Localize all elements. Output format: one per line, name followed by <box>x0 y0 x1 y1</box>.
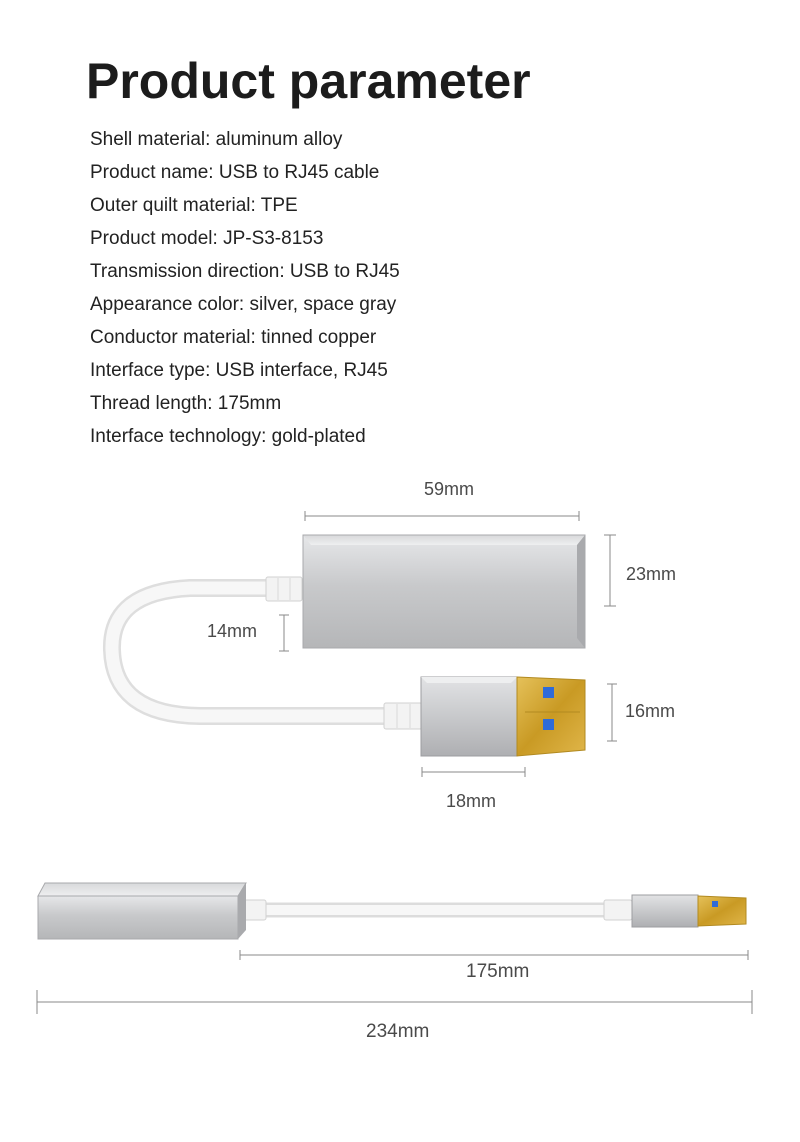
strain-relief-usb <box>384 703 422 729</box>
dimension-label-total-length: 234mm <box>366 1021 430 1042</box>
spec-item-product-model: Product model: JP-S3-8153 <box>90 228 324 249</box>
spec-item-shell-material: Shell material: aluminum alloy <box>90 129 343 150</box>
dimension-label-usb-length: 18mm <box>446 791 497 811</box>
side-view-product <box>38 883 746 939</box>
spec-item-outer-material: Outer quilt material: TPE <box>90 195 298 216</box>
spec-item-appearance-color: Appearance color: silver, space gray <box>90 294 397 315</box>
spec-item-product-name: Product name: USB to RJ45 cable <box>90 162 380 183</box>
usb-connector <box>421 677 585 756</box>
spec-item-conductor-material: Conductor material: tinned copper <box>90 327 377 348</box>
strain-relief-rj45 <box>266 577 302 601</box>
dimension-label-rj45-length: 59mm <box>424 479 475 499</box>
dimension-label-rj45-height: 23mm <box>626 564 677 584</box>
dimension-label-cable-thickness: 14mm <box>207 621 258 641</box>
dimension-label-usb-height: 16mm <box>625 701 676 721</box>
spec-item-interface-technology: Interface technology: gold-plated <box>90 426 366 447</box>
page-title: Product parameter <box>86 53 531 109</box>
spec-item-thread-length: Thread length: 175mm <box>90 393 282 414</box>
rj45-adapter-body <box>303 535 585 648</box>
spec-item-interface-type: Interface type: USB interface, RJ45 <box>90 360 388 381</box>
usb-pin-blue-bottom <box>543 719 554 730</box>
spec-item-transmission-direction: Transmission direction: USB to RJ45 <box>90 261 400 282</box>
dimension-label-cable-length: 175mm <box>466 961 530 982</box>
dimension-lines-side <box>37 950 752 1014</box>
usb-pin-blue-top <box>543 687 554 698</box>
